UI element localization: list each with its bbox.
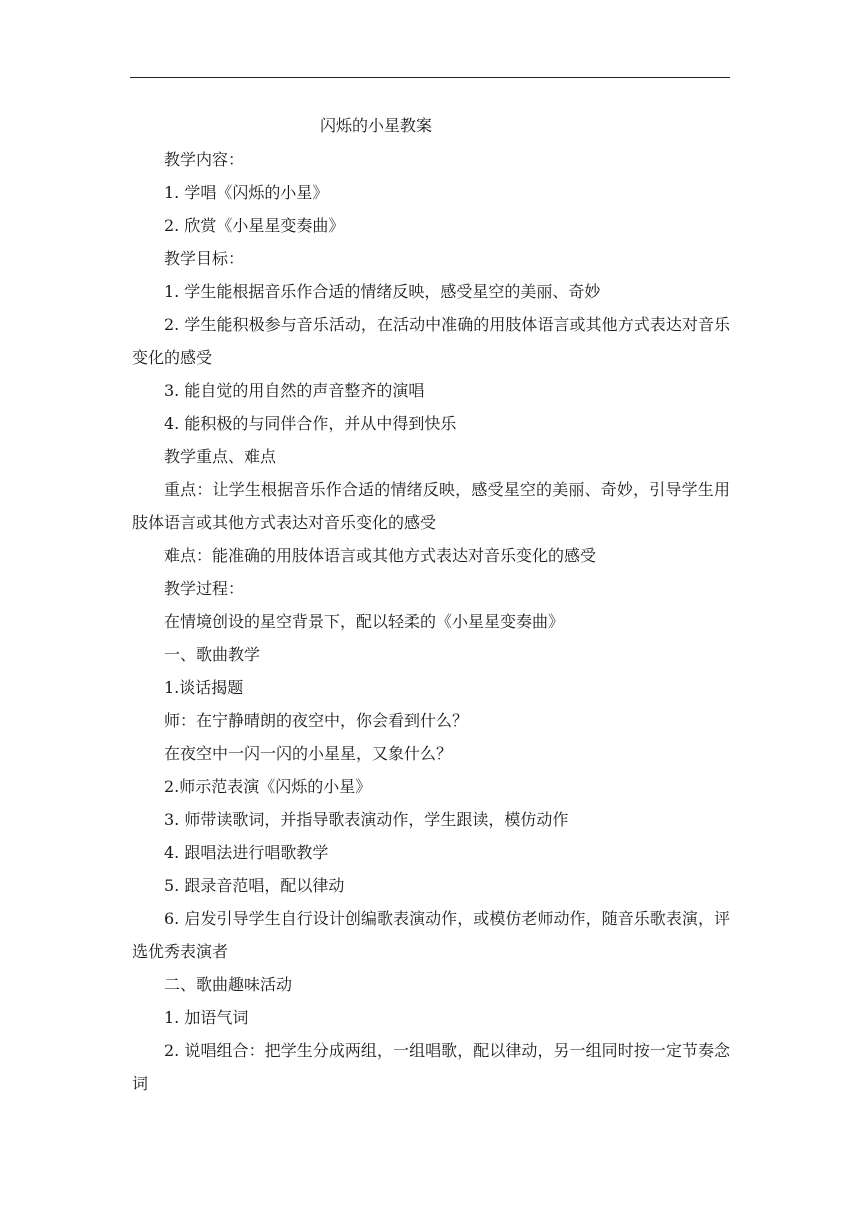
section-heading: 二、歌曲趣味活动 [164,975,293,994]
paragraph: 在夜空中一闪一闪的小星星，又象什么？ [164,744,453,763]
list-item: 1. 学唱《闪烁的小星》 [164,183,329,202]
list-item: 4. 能积极的与同伴合作，并从中得到快乐 [164,414,457,433]
header-rule [130,77,730,78]
list-item: 1. 加语气词 [164,1008,249,1027]
list-item: 1. 学生能根据音乐作合适的情绪反映，感受星空的美丽、奇妙 [164,282,601,301]
paragraph: 教学重点、难点 [164,447,277,466]
list-item: 2.师示范表演《闪烁的小星》 [164,777,372,796]
list-item: 2. 欣赏《小星星变奏曲》 [164,216,345,235]
paragraph: 重点：让学生根据音乐作合适的情绪反映，感受星空的美丽、奇妙，引导学生用肢体语言或其他方式表达对音乐变化的感受 [132,480,730,532]
list-item: 3. 能自觉的用自然的声音整齐的演唱 [164,381,425,400]
document-title: 闪烁的小星教案 [320,116,433,135]
list-item: 3. 师带读歌词，并指导歌表演动作，学生跟读，模仿动作 [164,810,569,829]
list-item: 5. 跟录音范唱，配以律动 [164,876,345,895]
paragraph: 教学内容： [164,150,245,169]
paragraph: 教学过程： [164,579,245,598]
list-item: 1.谈话揭题 [164,678,244,697]
list-item: 6. 启发引导学生自行设计创编歌表演动作，或模仿老师动作，随音乐歌表演，评选优秀表演者 [132,909,730,961]
paragraph: 在情境创设的星空背景下，配以轻柔的《小星星变奏曲》 [164,612,565,631]
list-item: 2. 学生能积极参与音乐活动，在活动中准确的用肢体语言或其他方式表达对音乐变化的感受 [132,315,730,367]
list-item: 2. 说唱组合：把学生分成两组，一组唱歌，配以律动，另一组同时按一定节奏念词 [132,1041,730,1093]
paragraph: 难点：能准确的用肢体语言或其他方式表达对音乐变化的感受 [164,546,597,565]
paragraph: 教学目标： [164,249,245,268]
section-heading: 一、歌曲教学 [164,645,261,664]
paragraph: 师：在宁静晴朗的夜空中，你会看到什么？ [164,711,469,730]
document-body [132,143,730,1100]
list-item: 4. 跟唱法进行唱歌教学 [164,843,329,862]
